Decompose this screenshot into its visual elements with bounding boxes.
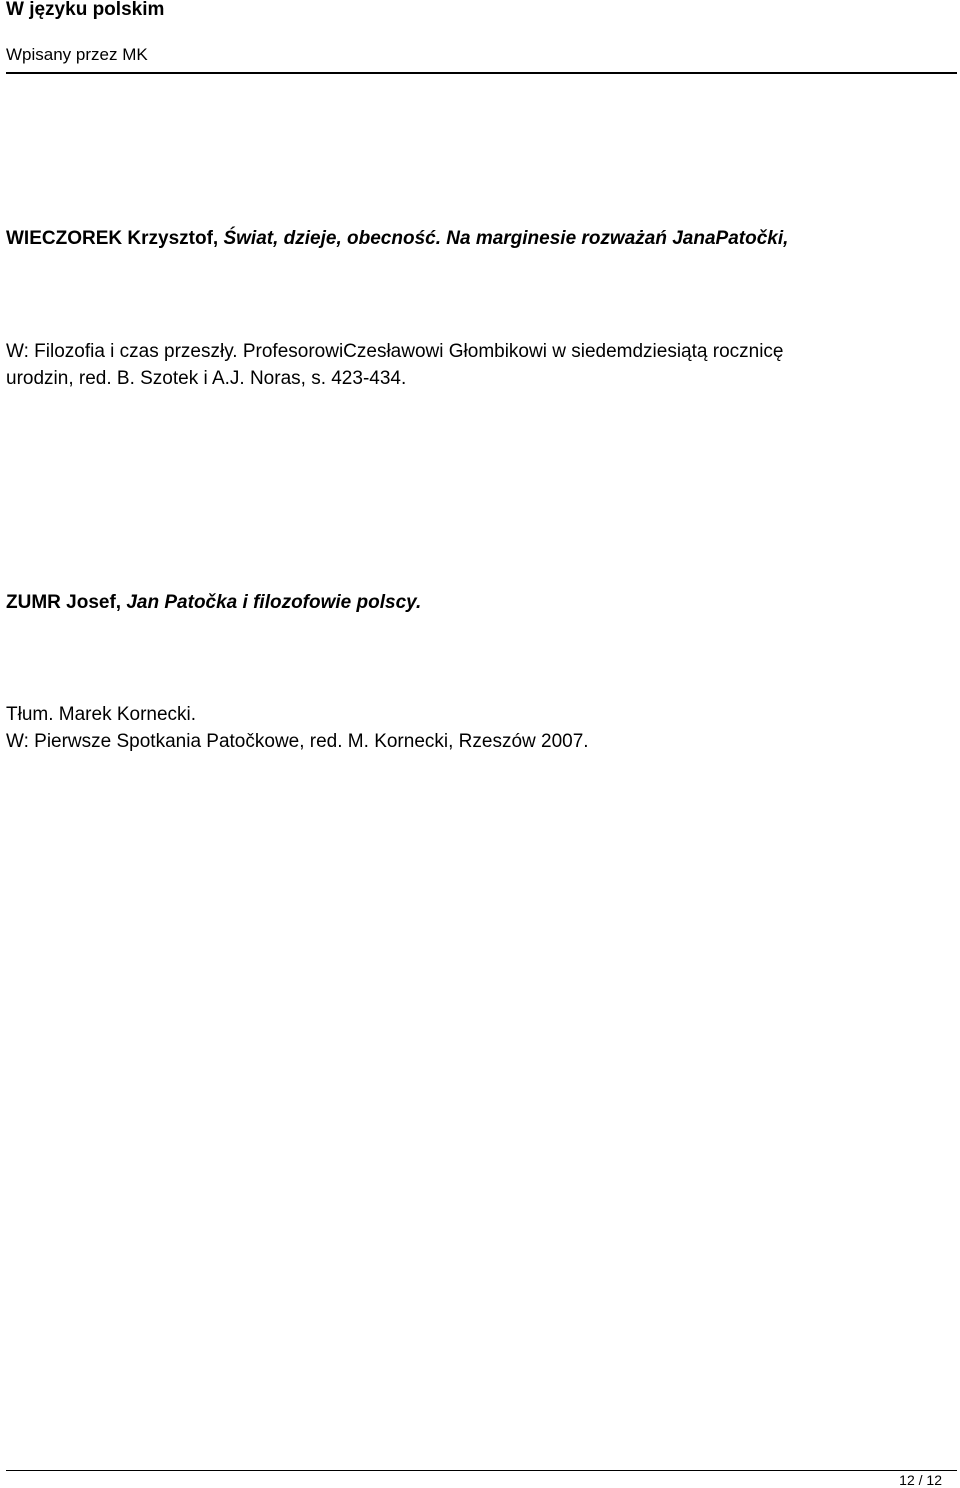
entry-publication-line: W: Filozofia i czas przeszły. ProfesorowiCzesławowi Głombikowi w siedemdziesiątą rocznicę: [6, 341, 784, 362]
page-number: 12 / 12: [899, 1472, 942, 1488]
entry-heading: [6, 228, 788, 250]
entry-author: ZUMR Josef,: [6, 592, 122, 613]
footer-divider: [6, 1470, 957, 1471]
entry-publication-line: urodzin, red. B. Szotek i A.J. Noras, s. 423-434.: [6, 368, 407, 389]
entry-publication-line: W: Pierwsze Spotkania Patočkowe, red. M. Kornecki, Rzeszów 2007.: [6, 731, 589, 752]
entry-heading: [6, 592, 421, 614]
entry-author: WIECZOREK Krzysztof,: [6, 228, 219, 249]
page-title: W języku polskim: [6, 0, 165, 20]
entry-work-title: Jan Patočka i filozofowie polscy.: [126, 592, 422, 613]
entry-publication-line: Tłum. Marek Kornecki.: [6, 704, 197, 725]
author-line: Wpisany przez MK: [6, 45, 148, 64]
entry-work-title: Świat, dzieje, obecność. Na marginesie rozważań JanaPatočki,: [223, 228, 789, 249]
header-divider: [6, 72, 957, 74]
